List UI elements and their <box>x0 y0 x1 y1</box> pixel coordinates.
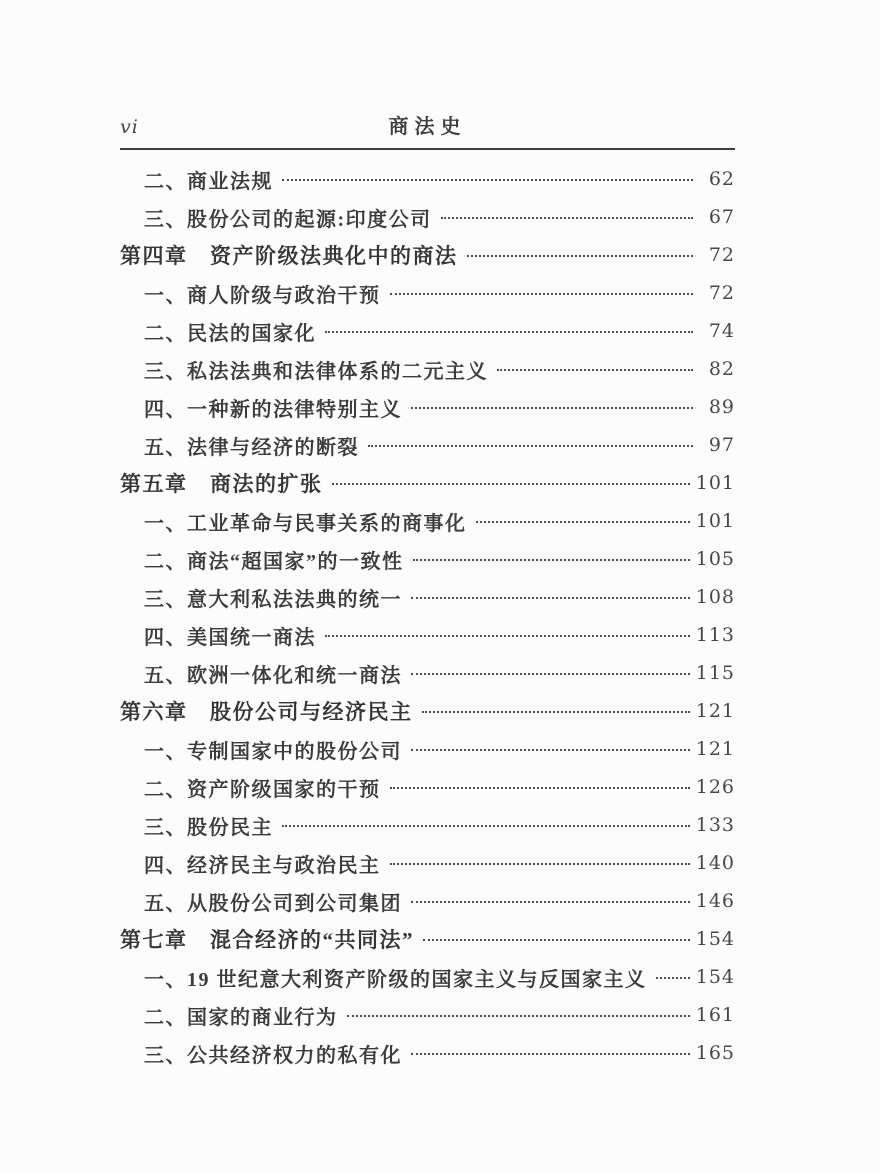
dot-leader <box>390 787 690 789</box>
toc-entry <box>120 616 735 654</box>
toc-entry-label: 一、19 世纪意大利资产阶级的国家主义与反国家主义 <box>144 968 647 991</box>
toc-entry-label: 五、从股份公司到公司集团 <box>144 892 402 915</box>
toc-entry <box>120 692 735 730</box>
dot-leader <box>347 1015 690 1017</box>
toc-entry-page: 62 <box>708 168 735 190</box>
dot-leader <box>476 521 690 523</box>
toc-entry <box>120 806 735 844</box>
toc-entry <box>120 920 735 958</box>
toc-entry-label: 第四章 资产阶级法典化中的商法 <box>120 244 458 268</box>
dot-leader <box>411 1053 690 1055</box>
dot-leader <box>656 977 690 979</box>
toc-entry-page: 165 <box>695 1042 735 1064</box>
toc-entry <box>120 654 735 692</box>
toc-entry-page: 115 <box>695 662 735 684</box>
toc-entry <box>120 160 735 198</box>
toc-entry-label: 一、专制国家中的股份公司 <box>144 740 402 763</box>
toc-entry-label: 第五章 商法的扩张 <box>120 472 323 496</box>
toc-entry <box>120 350 735 388</box>
dot-leader <box>325 331 693 333</box>
toc-entry-label: 五、法律与经济的断裂 <box>144 436 359 459</box>
toc-entry-page: 113 <box>695 624 735 646</box>
toc-entry <box>120 426 735 464</box>
dot-leader <box>390 293 694 295</box>
toc-entry-page: 101 <box>695 510 735 532</box>
dot-leader <box>423 939 690 941</box>
toc-entry-page: 101 <box>695 472 735 494</box>
toc-entry-label: 第六章 股份公司与经济民主 <box>120 700 413 724</box>
dot-leader <box>282 825 690 827</box>
toc-entry <box>120 844 735 882</box>
toc-list <box>120 160 735 1072</box>
toc-entry-label: 二、商法“超国家”的一致性 <box>144 550 404 573</box>
toc-entry-label: 一、商人阶级与政治干预 <box>144 284 381 307</box>
toc-entry-page: 140 <box>695 852 735 874</box>
toc-entry-label: 一、工业革命与民事关系的商事化 <box>144 512 467 535</box>
toc-entry-page: 108 <box>695 586 735 608</box>
dot-leader <box>368 445 693 447</box>
toc-entry-page: 74 <box>708 320 735 342</box>
toc-entry-label: 四、经济民主与政治民主 <box>144 854 381 877</box>
toc-entry <box>120 730 735 768</box>
dot-leader <box>411 673 690 675</box>
toc-entry-label: 二、资产阶级国家的干预 <box>144 778 381 801</box>
toc-entry-label: 四、一种新的法律特别主义 <box>144 398 402 421</box>
dot-leader <box>411 749 690 751</box>
folio-page-number: vi <box>120 116 139 138</box>
dot-leader <box>411 901 690 903</box>
toc-entry <box>120 1034 735 1072</box>
running-title: 商法史 <box>388 116 467 138</box>
toc-entry-page: 89 <box>708 396 735 418</box>
toc-entry <box>120 274 735 312</box>
toc-entry <box>120 312 735 350</box>
toc-entry <box>120 502 735 540</box>
toc-entry <box>120 464 735 502</box>
dot-leader <box>332 483 690 485</box>
toc-entry <box>120 540 735 578</box>
toc-entry <box>120 882 735 920</box>
toc-entry-page: 72 <box>708 244 735 266</box>
toc-entry-label: 三、私法法典和法律体系的二元主义 <box>144 360 488 383</box>
toc-entry-label: 三、股份公司的起源:印度公司 <box>144 208 432 231</box>
toc-entry-page: 146 <box>695 890 735 912</box>
toc-entry-label: 二、民法的国家化 <box>144 322 316 345</box>
toc-entry-page: 97 <box>708 434 735 456</box>
toc-entry <box>120 996 735 1034</box>
toc-entry-page: 82 <box>708 358 735 380</box>
dot-leader <box>390 863 690 865</box>
toc-entry-label: 第七章 混合经济的“共同法” <box>120 928 414 952</box>
toc-entry-label: 四、美国统一商法 <box>144 626 316 649</box>
toc-entry <box>120 578 735 616</box>
page-header <box>120 114 735 140</box>
toc-entry-page: 161 <box>695 1004 735 1026</box>
toc-entry-page: 126 <box>695 776 735 798</box>
toc-entry-page: 154 <box>695 928 735 950</box>
toc-entry-page: 133 <box>695 814 735 836</box>
toc-entry <box>120 768 735 806</box>
toc-entry-label: 三、公共经济权力的私有化 <box>144 1044 402 1067</box>
toc-entry <box>120 958 735 996</box>
toc-entry-page: 121 <box>695 700 735 722</box>
toc-entry-page: 67 <box>708 206 735 228</box>
toc-entry-page: 154 <box>695 966 735 988</box>
dot-leader <box>422 711 690 713</box>
toc-entry <box>120 388 735 426</box>
toc-entry-label: 三、意大利私法法典的统一 <box>144 588 402 611</box>
toc-entry-page: 121 <box>695 738 735 760</box>
header-rule <box>120 148 735 150</box>
toc-entry-label: 二、国家的商业行为 <box>144 1006 338 1029</box>
dot-leader <box>325 635 690 637</box>
toc-entry-page: 105 <box>695 548 735 570</box>
toc-entry <box>120 198 735 236</box>
dot-leader <box>441 217 693 219</box>
toc-entry-label: 二、商业法规 <box>144 170 273 193</box>
dot-leader <box>282 179 693 181</box>
dot-leader <box>413 559 690 561</box>
toc-entry <box>120 236 735 274</box>
dot-leader <box>497 369 693 371</box>
dot-leader <box>467 255 694 257</box>
toc-entry-page: 72 <box>708 282 735 304</box>
toc-entry-label: 三、股份民主 <box>144 816 273 839</box>
dot-leader <box>411 407 693 409</box>
dot-leader <box>411 597 690 599</box>
toc-entry-label: 五、欧洲一体化和统一商法 <box>144 664 402 687</box>
